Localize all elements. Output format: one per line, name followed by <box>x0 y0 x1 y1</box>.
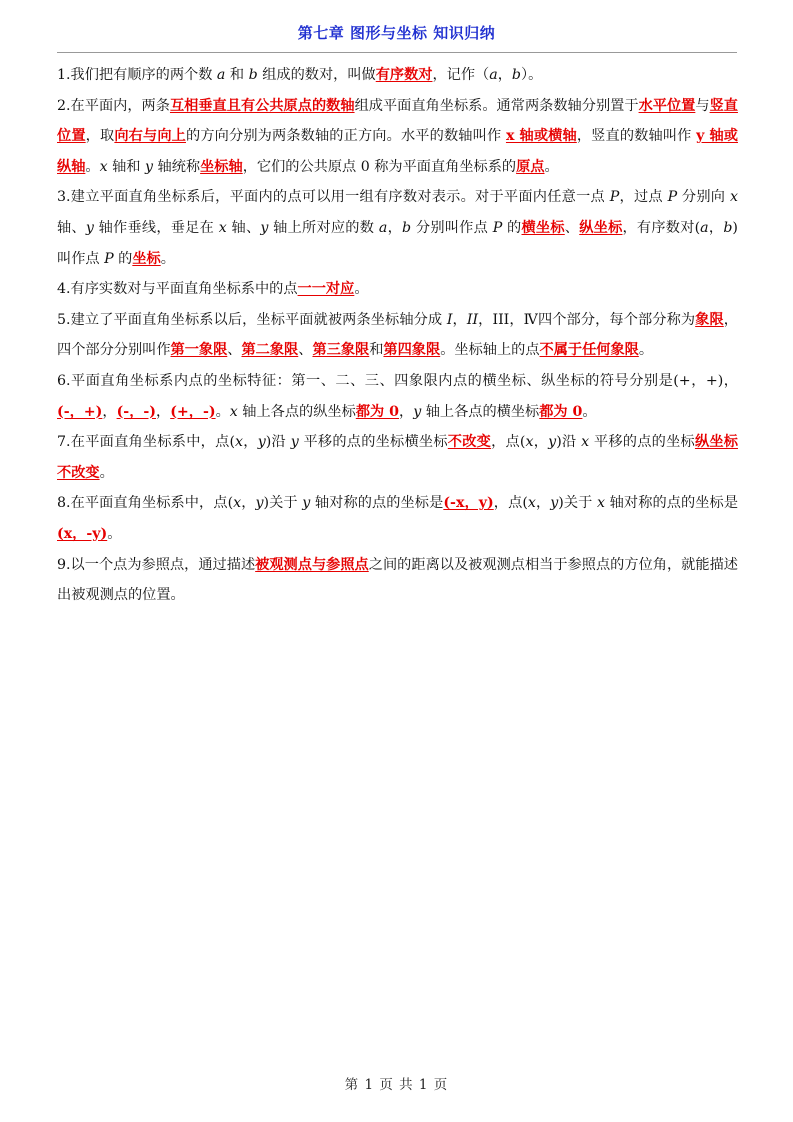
page-title: 第七章 图形与坐标 知识归纳 <box>297 24 496 42</box>
text-segment: 2.在平面内，两条 <box>57 97 170 114</box>
text-segment: ， <box>387 219 403 236</box>
text-segment: 。 <box>544 158 559 175</box>
math-variable: x <box>218 219 227 236</box>
key-term: x 轴或横轴 <box>505 128 577 145</box>
text-segment: 分别叫作点 <box>411 219 493 236</box>
text-segment: 之间的距离以及被观测点相当于参照点的方位角，就能描述出被观测点的位置。 <box>57 556 738 604</box>
math-variable: b <box>248 67 258 83</box>
key-term: 被观测点与参照点 <box>255 556 369 573</box>
text-segment: )沿 <box>265 434 291 451</box>
text-segment: 。 <box>215 403 230 420</box>
para-6 <box>57 366 738 427</box>
math-variable: II <box>466 311 479 328</box>
text-segment: )关于 <box>263 495 303 512</box>
text-segment: 轴和 <box>107 158 146 175</box>
text-segment: 的 <box>113 250 133 267</box>
text-segment: ， <box>241 495 256 512</box>
math-variable: b <box>402 219 412 236</box>
text-segment: ， <box>452 311 467 328</box>
key-term: 纵坐标不改变 <box>57 434 738 481</box>
text-segment: 7.在平面直角坐标系中，点( <box>57 434 236 451</box>
text-segment: 。 <box>582 403 597 420</box>
text-segment: ， <box>497 67 512 83</box>
text-segment: 6.平面直角坐标系内点的坐标特征：第一、二、三、四象限内点的横坐标、纵坐标的符号分别是(+，+)， <box>57 372 738 389</box>
text-segment: 5.建立了平面直角坐标系以后，坐标平面就被两条坐标轴分成 <box>57 311 447 328</box>
para-1 <box>57 60 738 91</box>
math-variable: x <box>581 434 590 451</box>
math-variable: y <box>145 158 154 175</box>
text-segment: 轴上所对应的数 <box>268 219 379 236</box>
math-variable: y <box>257 434 266 451</box>
para-2 <box>57 91 738 183</box>
text-segment: 轴统称 <box>153 158 201 175</box>
para-5 <box>57 305 738 366</box>
text-segment: 轴上各点的横坐标 <box>421 403 540 420</box>
key-term: 都为 0 <box>355 403 399 420</box>
text-segment: 和 <box>225 67 249 83</box>
math-variable: x <box>525 434 534 451</box>
math-variable: x <box>99 158 108 175</box>
math-variable: x <box>597 495 606 512</box>
text-segment: 平移的点的坐标 <box>589 434 695 451</box>
text-segment: 1.我们把有顺序的两个数 <box>57 67 217 83</box>
text-segment: 组成的数对，叫做 <box>257 67 376 83</box>
text-segment: 的方向分别为两条数轴的正方向。水平的数轴叫作 <box>186 128 506 145</box>
key-term: 坐标 <box>132 250 161 267</box>
math-variable: I <box>446 311 453 328</box>
math-variable: y <box>550 495 559 512</box>
text-segment: 组成平面直角坐标系。通常两条数轴分别置于 <box>354 97 639 114</box>
text-segment: ，它们的公共原点 0 称为平面直角坐标系的 <box>242 158 517 175</box>
text-segment: ，取 <box>85 128 115 145</box>
text-segment: 轴、 <box>57 219 86 236</box>
text-segment: 9.以一个点为参照点，通过描述 <box>57 556 256 573</box>
text-segment: 。 <box>638 342 654 359</box>
math-variable: y <box>85 219 94 236</box>
content-body <box>57 60 738 611</box>
key-term: (+，-) <box>170 403 216 420</box>
text-segment: ， <box>102 403 117 420</box>
math-variable: y <box>260 219 269 236</box>
math-variable: b <box>723 219 733 236</box>
text-segment: 。 <box>107 525 122 542</box>
text-segment: ，点( <box>491 434 526 451</box>
para-3 <box>57 182 738 274</box>
key-term: 第二象限 <box>241 342 299 359</box>
text-segment: 轴上各点的纵坐标 <box>237 403 356 420</box>
para-4 <box>57 274 738 305</box>
math-variable: a <box>700 219 709 236</box>
text-segment: 8.在平面直角坐标系中，点( <box>57 495 234 512</box>
math-variable: y <box>548 434 557 451</box>
text-segment: 4.有序实数对与平面直角坐标系中的点 <box>57 281 298 298</box>
math-variable: x <box>729 189 738 206</box>
text-segment: 轴作垂线，垂足在 <box>93 219 219 236</box>
para-8 <box>57 488 738 549</box>
text-segment: 。坐标轴上的点 <box>440 342 540 359</box>
math-variable: P <box>667 189 678 206</box>
key-term: 一一对应 <box>297 281 355 298</box>
math-variable: x <box>229 403 238 420</box>
page-number: 第 1 页 共 1 页 <box>344 1077 449 1093</box>
math-variable: x <box>235 434 244 451</box>
text-segment: ， <box>533 434 549 451</box>
key-term: (-，+) <box>57 403 103 420</box>
math-variable: P <box>104 250 114 267</box>
text-segment: ，四个部分分别叫作 <box>57 311 738 359</box>
key-term: 第一象限 <box>170 342 228 359</box>
text-segment: 。 <box>160 250 175 267</box>
text-segment: )沿 <box>556 434 582 451</box>
text-segment: 。 <box>354 281 369 298</box>
math-variable: a <box>378 219 388 236</box>
text-segment: 3.建立平面直角坐标系后，平面内的点可以用一组有序数对表示。对于平面内任意一点 <box>57 189 610 206</box>
text-segment: 轴对称的点的坐标是 <box>310 495 444 512</box>
text-segment: ， <box>708 219 724 236</box>
key-term: 向右与向上 <box>114 128 186 145</box>
text-segment: ，有序数对( <box>622 219 701 236</box>
key-term: y 轴或纵轴 <box>57 128 738 175</box>
text-segment: ，点( <box>493 495 528 512</box>
key-term: 第四象限 <box>383 342 441 359</box>
text-segment: 分别向 <box>677 189 730 206</box>
text-segment: ，记作（ <box>432 67 490 83</box>
math-variable: y <box>413 403 422 420</box>
text-segment: 平移的点的坐标横坐标 <box>298 434 448 451</box>
text-segment: 、 <box>298 342 313 359</box>
math-variable: x <box>527 495 536 512</box>
text-segment: 。 <box>85 158 100 175</box>
math-variable: b <box>511 67 522 83</box>
text-segment: ）。 <box>521 67 543 83</box>
key-term: 横坐标 <box>521 219 565 236</box>
para-7 <box>57 427 738 488</box>
math-variable: y <box>255 495 264 512</box>
key-term: 有序数对 <box>375 67 433 83</box>
key-term: 不属于任何象限 <box>539 342 639 359</box>
text-segment: )关于 <box>558 495 598 512</box>
key-term: 不改变 <box>447 434 492 451</box>
key-term: 坐标轴 <box>200 158 243 175</box>
math-variable: y <box>290 434 299 451</box>
text-segment: 与 <box>695 97 710 114</box>
text-segment: ， <box>243 434 258 451</box>
text-segment: 。 <box>99 464 114 481</box>
key-term: 象限 <box>695 311 724 328</box>
math-variable: x <box>233 495 242 512</box>
para-9 <box>57 550 738 611</box>
text-segment: ， <box>399 403 414 420</box>
text-segment: 、 <box>564 219 580 236</box>
text-segment: 的 <box>502 219 522 236</box>
key-term: (x，-y) <box>57 525 108 542</box>
text-segment: 轴、 <box>226 219 261 236</box>
math-variable: P <box>609 189 620 206</box>
key-term: 都为 0 <box>539 403 583 420</box>
math-variable: a <box>216 67 226 83</box>
key-term: (-，-) <box>116 403 156 420</box>
text-segment: 和 <box>369 342 384 359</box>
key-term: 互相垂直且有公共原点的数轴 <box>169 97 355 114</box>
key-term: 纵坐标 <box>579 219 623 236</box>
text-segment: )叫作点 <box>57 219 738 267</box>
text-segment: ， <box>155 403 171 420</box>
math-variable: P <box>492 219 503 236</box>
key-term: (-x，y) <box>443 495 494 512</box>
text-segment: ，III，Ⅳ四个部分，每个部分称为 <box>478 311 696 328</box>
text-segment: ， <box>535 495 551 512</box>
text-segment: 、 <box>227 342 242 359</box>
key-term: 原点 <box>516 158 545 175</box>
text-segment: ，过点 <box>619 189 668 206</box>
math-variable: a <box>489 67 498 83</box>
math-variable: y <box>302 495 311 512</box>
key-term: 水平位置 <box>638 97 696 114</box>
text-segment: ，竖直的数轴叫作 <box>576 128 697 145</box>
header-divider <box>57 52 737 53</box>
key-term: 第三象限 <box>312 342 370 359</box>
key-term: 竖直位置 <box>57 97 738 145</box>
text-segment: 轴对称的点的坐标是 <box>605 495 739 512</box>
